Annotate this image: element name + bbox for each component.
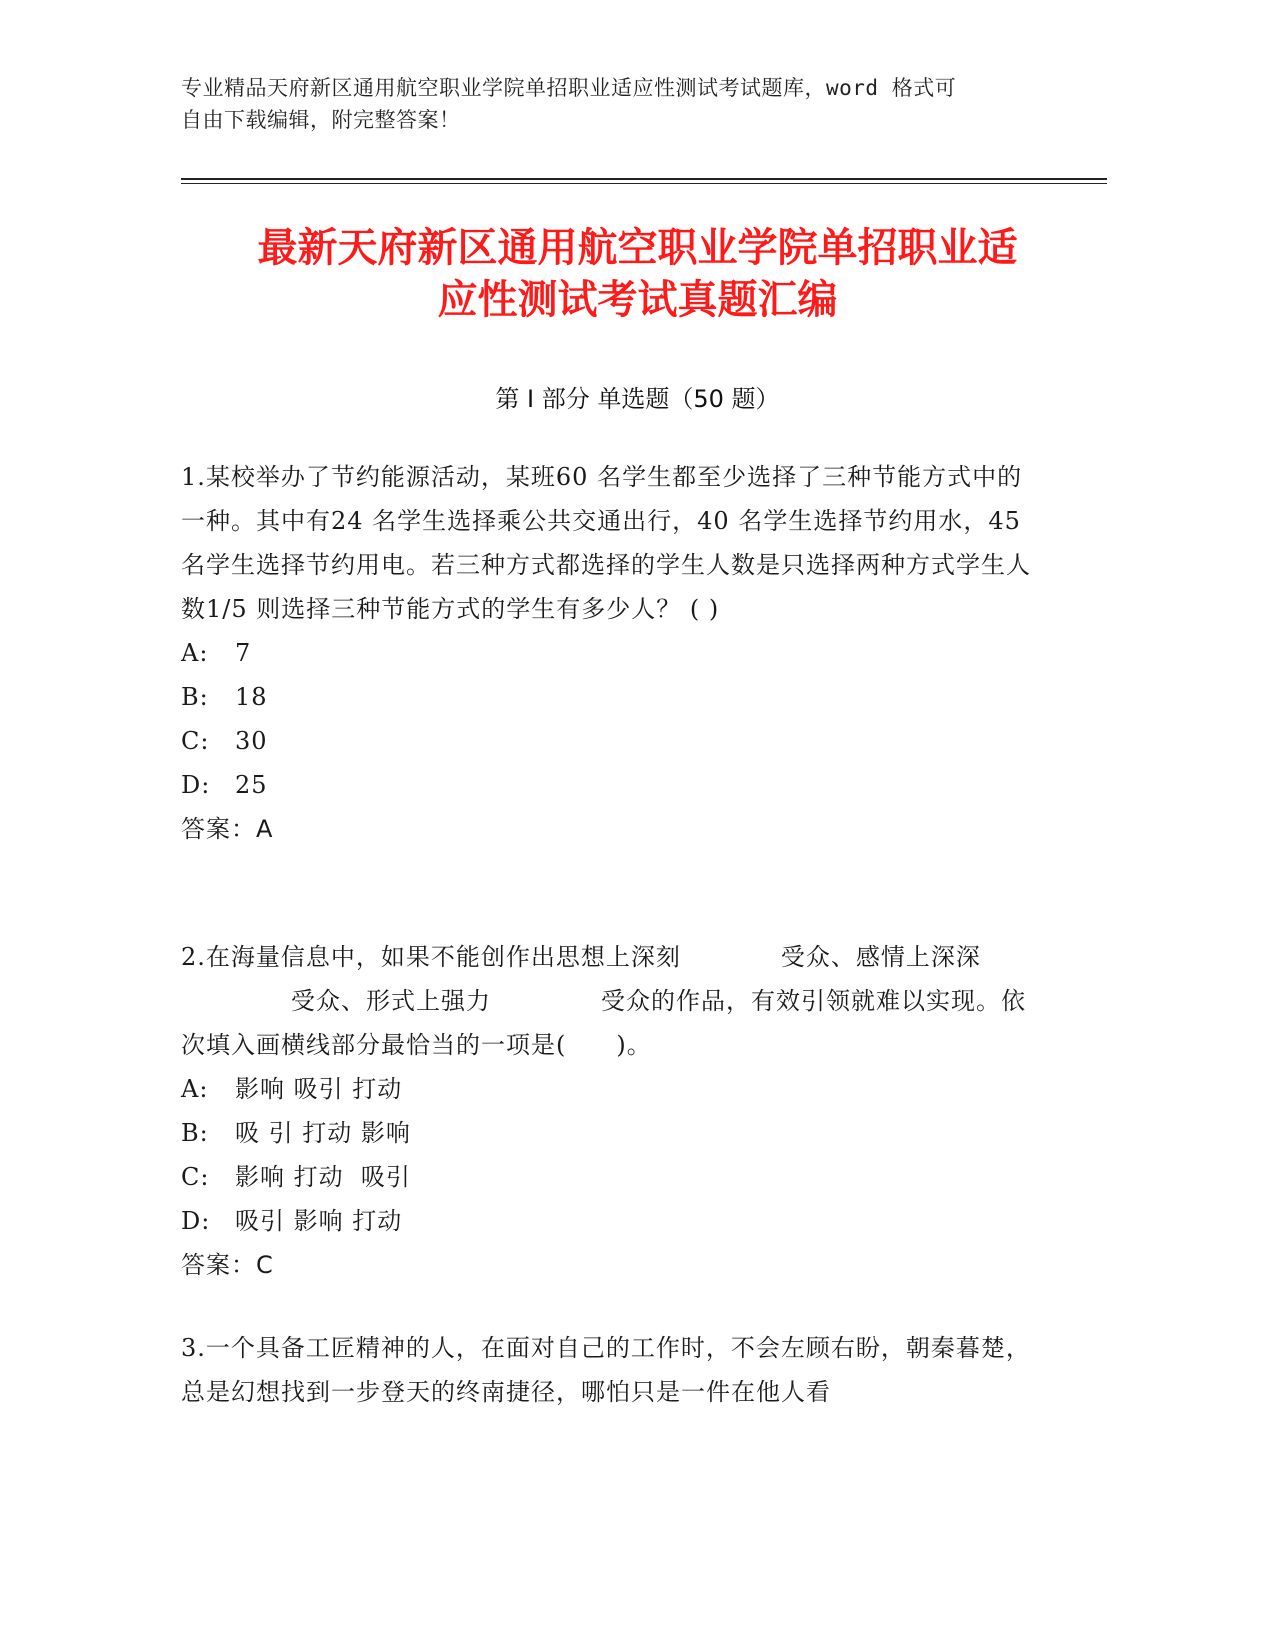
option-key: A:: [181, 1075, 209, 1103]
section-heading: 第 I 部分 单选题（50 题）: [495, 385, 780, 413]
option-key: D:: [181, 771, 211, 799]
option-a: [181, 1067, 1041, 1111]
option-key: C:: [181, 727, 210, 755]
document-title-line-1: 最新天府新区通用航空职业学院单招职业适: [257, 225, 1018, 271]
option-text: 18: [235, 683, 268, 711]
option-a: [181, 631, 1041, 675]
option-text: 30: [235, 727, 268, 755]
option-text: 影响 打动 吸引: [235, 1163, 411, 1191]
option-c: [181, 719, 1041, 763]
document-title: [140, 222, 1135, 326]
option-text: 影响 吸引 打动: [235, 1075, 403, 1103]
question-stem: 1.某校举办了节约能源活动，某班60 名学生都至少选择了三种节能方式中的一种。其中有24 名学生选择乘公共交通出行，40 名学生选择节约用水，45 名学生选择节约用电。若三种方式都选择的学生人数是只选择两种方式学生人数1/5 则选择三种节能方式的学生有多少人？ ( ): [181, 463, 1031, 623]
option-text: 7: [235, 639, 252, 667]
header-rule-thin: [181, 183, 1107, 184]
option-d: [181, 1199, 1041, 1243]
option-key: B:: [181, 683, 209, 711]
stem-segment: 受众、感情上深深: [780, 943, 981, 971]
answer-line: 答案：C: [181, 1251, 274, 1279]
option-key: B:: [181, 1119, 209, 1147]
header-note-line-2: 自由下载编辑，附完整答案！: [181, 108, 461, 132]
question-1: [181, 455, 1041, 851]
option-text: 25: [235, 771, 268, 799]
option-text: 吸 引 打动 影响: [235, 1119, 411, 1147]
question-stem: [181, 935, 1041, 1067]
stem-segment: 2.在海量信息中，如果不能创作出思想上深刻: [181, 943, 681, 971]
option-key: D:: [181, 1207, 211, 1235]
option-b: [181, 675, 1041, 719]
option-b: [181, 1111, 1041, 1155]
option-d: [181, 763, 1041, 807]
option-key: A:: [181, 639, 209, 667]
stem-segment: 受众、形式上强力: [291, 987, 491, 1015]
option-key: C:: [181, 1163, 210, 1191]
stem-segment: 受众的作品，有效引领就难以实现。依次填入画横线部分最恰当的一项是(: [181, 987, 1026, 1059]
header-note-line-1: 专业精品天府新区通用航空职业学院单招职业适应性测试考试题库，word 格式可: [181, 76, 957, 100]
question-2: [181, 935, 1041, 1287]
option-text: 吸引 影响 打动: [235, 1207, 403, 1235]
question-stem: 3.一个具备工匠精神的人，在面对自己的工作时，不会左顾右盼，朝秦暮楚， 总是幻想找到一步登天的终南捷径，哪怕只是一件在他人看: [181, 1334, 1031, 1406]
question-3: [181, 1326, 1041, 1414]
header-rule-thick: [181, 178, 1107, 180]
option-c: [181, 1155, 1041, 1199]
document-title-line-2: 应性测试考试真题汇编: [437, 277, 838, 323]
answer-line: 答案：A: [181, 815, 274, 843]
header-note: [181, 72, 1041, 136]
stem-segment: )。: [616, 1031, 652, 1059]
